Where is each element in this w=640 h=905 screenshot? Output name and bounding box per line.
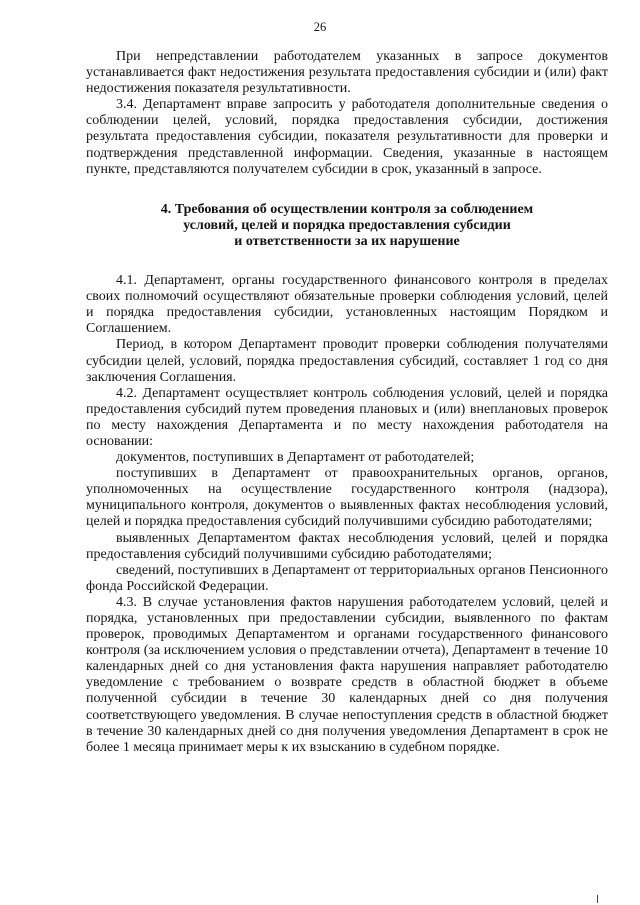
paragraph: сведений, поступивших в Департамент от территориальных органов Пенсионного фонда Российской Федерации. [86, 562, 608, 594]
paragraph: документов, поступивших в Департамент от работодателей; [116, 450, 475, 466]
scan-mark [597, 895, 598, 903]
section-heading-line: условий, целей и порядка предоставления субсидии [183, 217, 511, 233]
page-number: 26 [313, 20, 327, 34]
document-body [86, 49, 608, 756]
paragraph: выявленных Департаментом фактах несоблюдения условий, целей и порядка предоставления субсидий получившими субсидию работодателями; [86, 530, 608, 562]
paragraph: 3.4. Департамент вправе запросить у работодателя дополнительные сведения о соблюдении целей, условий, порядка предоставления субсидии, достижения результата предоставления субсидии, показателя результативности для проверки и подтверждения представленной информации. Сведения, указанные в настоящем пункте, представляются получателем субсидии в срок, указанный в запросе. [86, 97, 608, 177]
paragraph: поступивших в Департамент от правоохранительных органов, органов, уполномоченных на осуществление государственного контроля (надзора), муниципального контроля, документов о выявленных фактах несоблюдения условий, целей и порядка предоставления субсидий получившими субсидию работодателями; [86, 466, 608, 530]
section-heading-line: 4. Требования об осуществлении контроля за соблюдением [160, 201, 534, 217]
paragraph: Период, в котором Департамент проводит проверки соблюдения получателями субсидии целей, условий, порядка предоставления субсидий, составляет 1 год со дня заключения Соглашения. [86, 337, 608, 385]
paragraph: 4.3. В случае установления фактов нарушения работодателем условий, целей и порядка, установленных при предоставлении субсидии, выявленного по фактам проверок, проводимых Департаментом и органами государственного финансового контроля (за исключением условия о представлении отчета), Департамент в течение 10 календарных дней со дня установления факта нарушения направляет работодателю уведомление с требованием о возврате средств в областной бюджет в объеме полученной субсидии в течение 30 календарных дней со дня получения соответствующего уведомления. В случае непоступления средств в областной бюджет в течение 30 календарных дней со дня получения уведомления Департамент в срок не более 1 месяца принимает меры к их взысканию в судебном порядке. [86, 594, 608, 755]
paragraph: При непредставлении работодателем указанных в запросе документов устанавливается факт недостижения результата предоставления субсидии и (или) факт недостижения показателя результативности. [86, 49, 608, 97]
paragraph: 4.2. Департамент осуществляет контроль соблюдения условий, целей и порядка предоставления субсидий путем проведения плановых и (или) внеплановых проверок по месту нахождения Департамента и по месту нахождения работодателя на основании: [86, 385, 608, 449]
section-heading [86, 202, 608, 250]
section-heading-line: и ответственности за их нарушение [234, 233, 460, 249]
paragraph: 4.1. Департамент, органы государственного финансового контроля в пределах своих полномочий осуществляют обязательные проверки соблюдения условий, целей и порядка предоставления субсидии, установленных настоящим Порядком и Соглашением. [86, 273, 608, 337]
